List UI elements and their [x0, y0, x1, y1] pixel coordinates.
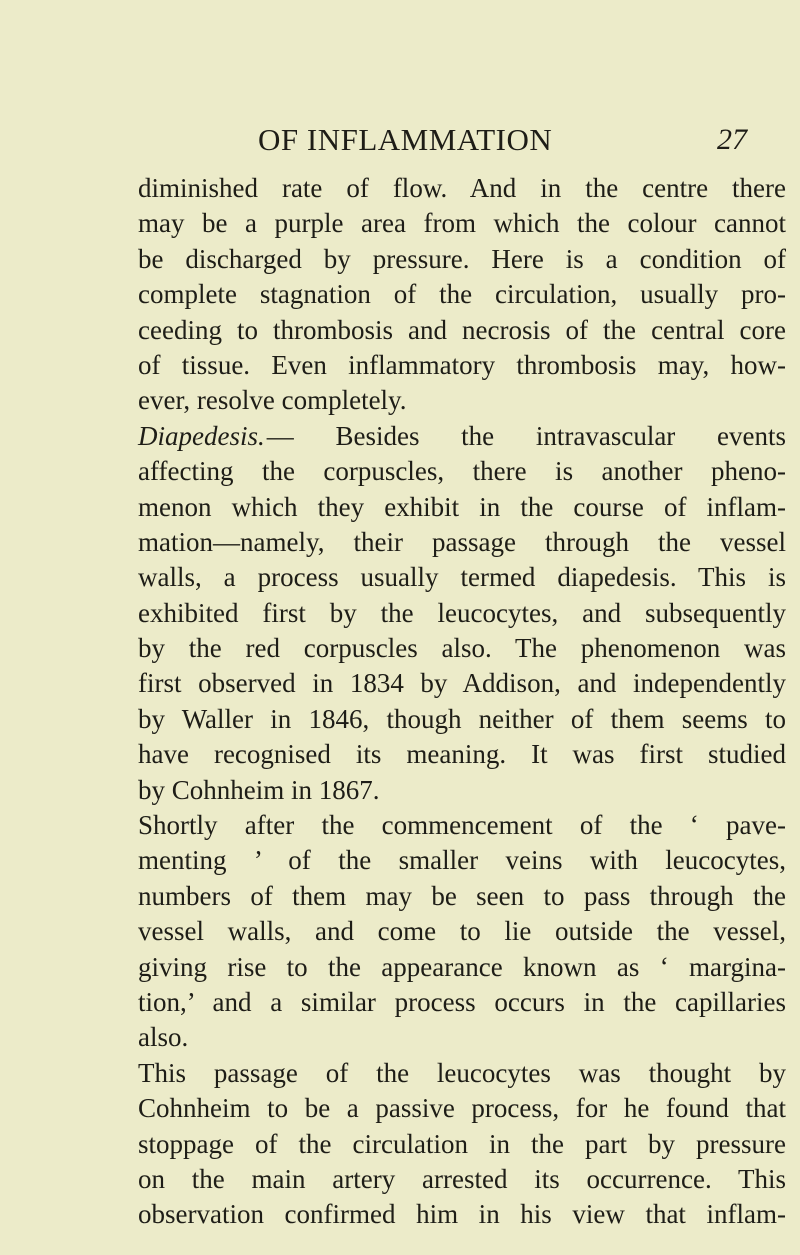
text-line: menting ’ of the smaller veins with leucocytes, — [138, 845, 786, 876]
text-line: also. — [138, 1022, 189, 1053]
text-line: have recognised its meaning. It was first studied — [138, 739, 786, 770]
text-line: numbers of them may be seen to pass through the — [138, 880, 786, 911]
text-line: be discharged by pressure. Here is a condition of — [138, 243, 786, 274]
text-line: first observed in 1834 by Addison, and independently — [138, 668, 786, 699]
text-line: Cohnheim to be a passive process, for he found that — [138, 1093, 786, 1124]
text-line: on the main artery arrested its occurrence. This — [138, 1163, 786, 1194]
text-line: of tissue. Even inflammatory thrombosis may, how- — [138, 349, 786, 380]
running-title: OF INFLAMMATION — [258, 122, 553, 157]
section-heading: Diapedesis. — [138, 420, 265, 451]
text-line: — Besides the intravascular events — [266, 420, 786, 451]
text-line: giving rise to the appearance known as ‘ margina- — [138, 951, 786, 982]
text-line: observation confirmed him in his view that inflam- — [138, 1199, 786, 1230]
text-line: This passage of the leucocytes was thought by — [138, 1057, 786, 1088]
text-line: by the red corpuscles also. The phenomenon was — [138, 633, 786, 664]
text-line: by Cohnheim in 1867. — [138, 774, 380, 805]
running-head — [0, 120, 800, 160]
text-line: tion,’ and a similar process occurs in the capillaries — [138, 986, 786, 1017]
text-line: vessel walls, and come to lie outside the vessel, — [138, 916, 786, 947]
text-line: Shortly after the commencement of the ‘ pave- — [138, 810, 786, 841]
text-line: by Waller in 1846, though neither of them seems to — [138, 703, 786, 734]
body-text — [138, 171, 786, 1233]
text-line: stoppage of the circulation in the part by pressure — [138, 1128, 786, 1159]
text-line: complete stagnation of the circulation, usually pro- — [138, 279, 786, 310]
page-number: 27 — [717, 123, 747, 156]
text-line: menon which they exhibit in the course of inflam- — [138, 491, 786, 522]
text-line: ceeding to thrombosis and necrosis of the central core — [138, 314, 786, 345]
section-line — [138, 419, 786, 454]
text-line: mation—namely, their passage through the vessel — [138, 526, 786, 557]
text-line: ever, resolve completely. — [138, 385, 407, 416]
text-line: walls, a process usually termed diapedesis. This is — [138, 562, 786, 593]
text-line: affecting the corpuscles, there is another pheno- — [138, 456, 786, 487]
text-line: exhibited first by the leucocytes, and subsequently — [138, 597, 786, 628]
text-line: diminished rate of flow. And in the centre there — [138, 173, 786, 203]
text-line: may be a purple area from which the colour cannot — [138, 208, 786, 239]
